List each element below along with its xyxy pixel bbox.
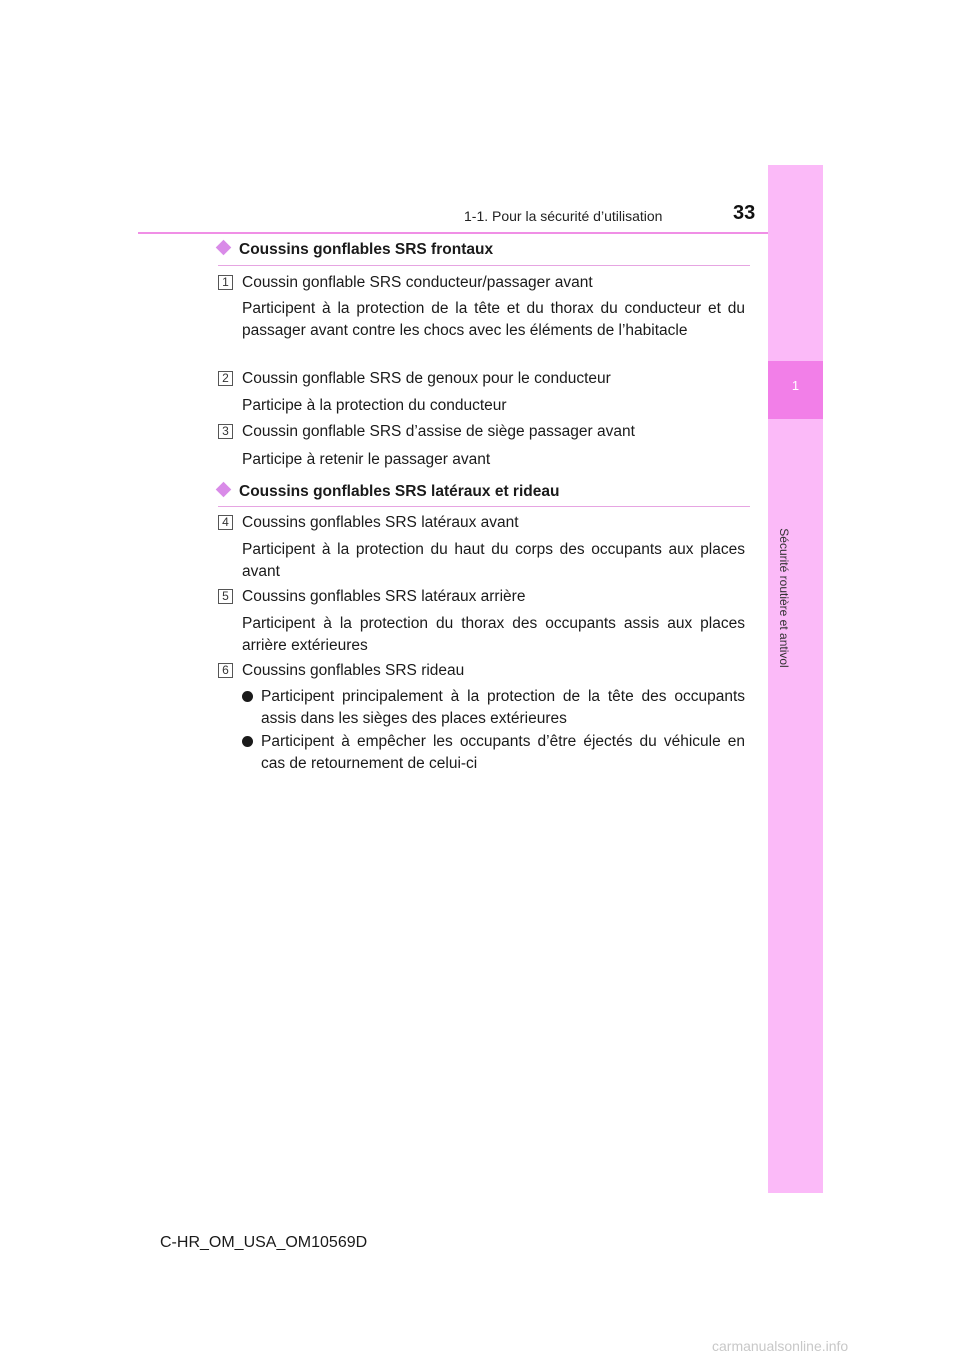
chapter-title-text: Sécurité routière et antivol (777, 528, 791, 668)
item-title: Coussins gonflables SRS latéraux avant (242, 514, 519, 531)
item-title: Coussins gonflables SRS latéraux arrière (242, 588, 526, 605)
number-6-icon: 6 (218, 663, 233, 678)
diamond-icon (216, 240, 232, 256)
section-rule (218, 265, 750, 266)
item-title: Coussin gonflable SRS conducteur/passager avant (242, 274, 593, 291)
section-rule (218, 506, 750, 507)
item-description: Participent à la protection du thorax des occupants assis aux places arrière extérieures (242, 615, 745, 654)
section-heading-side-curtain (218, 483, 559, 501)
item-title: Coussin gonflable SRS d’assise de siège passager avant (242, 423, 635, 440)
bullet-icon (242, 691, 253, 702)
watermark: carmanualsonline.info (712, 1338, 849, 1354)
number-3-icon: 3 (218, 424, 233, 439)
chapter-side-tab (768, 165, 823, 1193)
item-description: Participent à la protection de la tête et du thorax du conducteur et du passager avant contre les chocs avec les éléments de l’habitacle (242, 300, 745, 339)
section-heading-frontal (218, 241, 493, 259)
number-2-icon: 2 (218, 371, 233, 386)
item-description: Participent à la protection du haut du corps des occupants aux places avant (242, 541, 745, 580)
bullet-text: Participent principalement à la protection de la tête des occupants assis dans les sièges des places extérieures (261, 688, 745, 727)
chapter-number: 1 (791, 378, 800, 393)
diamond-icon (216, 482, 232, 498)
number-1-icon: 1 (218, 275, 233, 290)
page-number: 33 (733, 202, 756, 224)
running-header: 1-1. Pour la sécurité d’utilisation (464, 208, 663, 224)
bullet-icon (242, 736, 253, 747)
item-title: Coussins gonflables SRS rideau (242, 662, 465, 679)
item-title: Coussin gonflable SRS de genoux pour le conducteur (242, 370, 611, 387)
header-rule (138, 232, 823, 234)
bullet-text: Participent à empêcher les occupants d’être éjectés du véhicule en cas de retournement de celui-ci (261, 733, 745, 772)
number-4-icon: 4 (218, 515, 233, 530)
section-heading-text: Coussins gonflables SRS frontaux (239, 241, 494, 258)
item-description: Participe à retenir le passager avant (242, 451, 491, 468)
number-5-icon: 5 (218, 589, 233, 604)
section-heading-text: Coussins gonflables SRS latéraux et rideau (239, 483, 560, 500)
item-description: Participe à la protection du conducteur (242, 397, 507, 414)
document-code: C-HR_OM_USA_OM10569D (160, 1234, 368, 1251)
